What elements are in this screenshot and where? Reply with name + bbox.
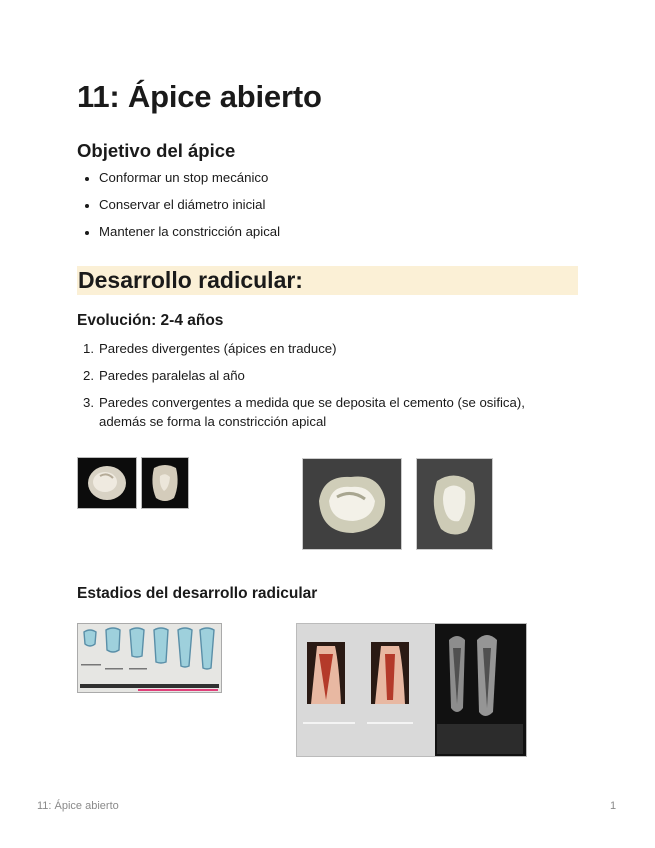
list-item: Conformar un stop mecánico [77,170,577,197]
list-text: Paredes paralelas al año [99,368,245,383]
desarrollo-heading-band [77,266,578,295]
list-item [77,393,567,431]
objetivo-heading: Objetivo del ápice [77,140,236,161]
tooth-crosssection-photo-2 [416,458,493,550]
list-number: 2. [83,368,94,383]
estadios-heading: Estadios del desarrollo radicular [77,585,318,602]
list-item [77,366,567,385]
tooth-photo-2 [141,457,189,509]
list-number: 3. [83,395,94,410]
list-number: 1. [83,341,94,356]
evolucion-list [77,339,567,431]
root-stages-figure [77,623,222,693]
list-text: Paredes divergentes (ápices en traduce) [99,341,337,356]
list-item: Mantener la constricción apical [77,224,577,251]
root-walls-diagram-and-xray [296,623,527,757]
evolucion-heading: Evolución: 2-4 años [77,312,224,329]
page-number: 1 [610,800,617,812]
page-title: 11: Ápice abierto [77,79,322,114]
tooth-photo-1 [77,457,137,509]
list-item: Conservar el diámetro inicial [77,197,577,224]
list-text: Paredes convergentes a medida que se deposita el cemento (se osifica), además se forma la constricción apical [99,395,525,429]
list-item [77,339,567,358]
desarrollo-heading: Desarrollo radicular: [78,267,303,293]
objetivo-list [77,170,577,251]
tooth-crosssection-photo-1 [302,458,402,550]
footer-title: 11: Ápice abierto [37,800,119,812]
